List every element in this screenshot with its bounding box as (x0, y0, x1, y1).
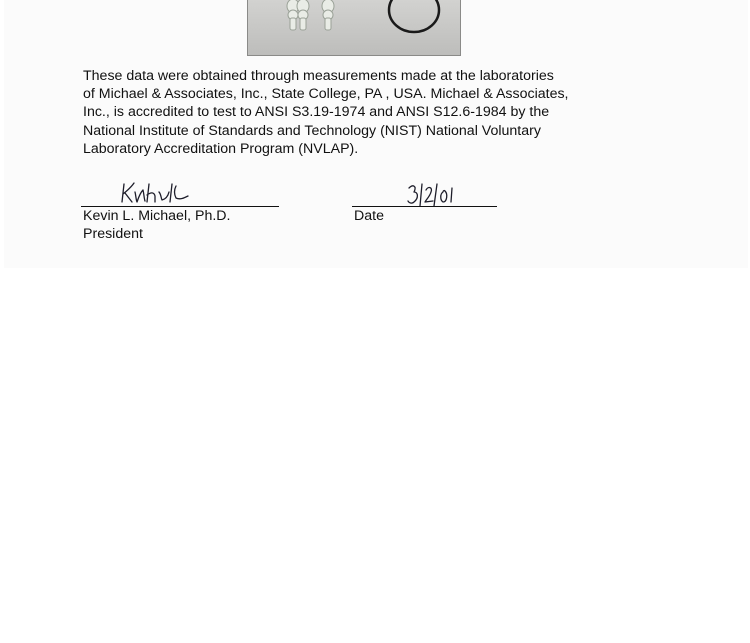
statement-line: Laboratory Accreditation Program (NVLAP). (83, 140, 359, 157)
handwritten-date (405, 180, 465, 213)
statement-line: National Institute of Standards and Technology (NIST) National Voluntary (83, 122, 541, 139)
earplug-photo-icon (247, 0, 461, 56)
signatory-name: Kevin L. Michael, Ph.D. (83, 208, 231, 224)
statement-line: of Michael & Associates, Inc., State College, PA , USA. Michael & Associates, (83, 86, 569, 103)
accreditation-statement (83, 67, 643, 158)
statement-line: These data were obtained through measurements made at the laboratories (83, 68, 554, 84)
date-label: Date (354, 208, 384, 224)
statement-line: Inc., is accredited to test to ANSI S3.19-1974 and ANSI S12.6-1984 by the (83, 104, 550, 121)
signatory-title: President (83, 226, 143, 242)
